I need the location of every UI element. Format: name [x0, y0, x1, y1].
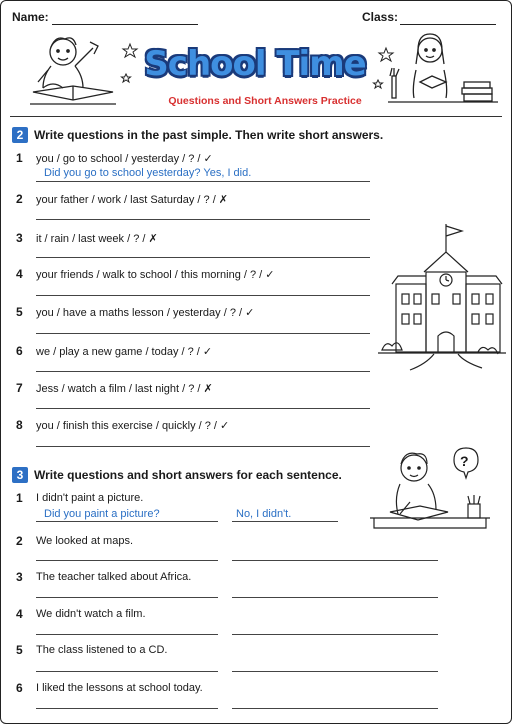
short-answer-line[interactable]	[232, 521, 338, 522]
short-answer-line[interactable]	[232, 708, 438, 709]
answer-line[interactable]	[36, 219, 370, 220]
answer-line[interactable]	[36, 295, 370, 296]
sentence-number: 3	[16, 570, 23, 584]
question-number: 3	[16, 231, 23, 245]
sentence-text: I liked the lessons at school today.	[36, 682, 203, 694]
answer-line[interactable]	[36, 257, 370, 258]
boy-at-desk-illustration	[370, 440, 500, 540]
girl-reading-illustration	[398, 30, 498, 110]
worksheet-subtitle: Questions and Short Answers Practice	[168, 95, 362, 107]
sentence-text: We didn't watch a film.	[36, 608, 146, 620]
answer-line[interactable]	[36, 371, 370, 372]
answer-line[interactable]	[36, 446, 370, 447]
question-line[interactable]	[36, 671, 218, 672]
question-prompt: you / have a maths lesson / yesterday / ? / ✓	[36, 307, 255, 319]
section-2-badge: 2	[12, 127, 28, 143]
answer-line[interactable]	[36, 333, 370, 334]
sentence-number: 4	[16, 607, 23, 621]
question-number: 2	[16, 192, 23, 206]
answer-line[interactable]	[36, 408, 370, 409]
class-label: Class:	[362, 10, 399, 24]
sentence-number: 6	[16, 681, 23, 695]
section-2-instruction: Write questions in the past simple. Then write short answers.	[34, 128, 384, 142]
question-prompt: you / finish this exercise / quickly / ? / ✓	[36, 420, 230, 432]
question-mark-bubble: ?	[460, 453, 469, 469]
section-3-instruction: Write questions and short answers for each sentence.	[34, 468, 342, 482]
short-answer[interactable]: No, I didn't.	[236, 508, 292, 520]
question-number: 7	[16, 381, 23, 395]
question-answer[interactable]: Did you paint a picture?	[44, 508, 160, 520]
question-number: 8	[16, 418, 23, 432]
question-number: 6	[16, 344, 23, 358]
section-3-badge: 3	[12, 467, 28, 483]
question-line[interactable]	[36, 560, 218, 561]
school-building-illustration	[378, 222, 508, 372]
sentence-text: We looked at maps.	[36, 535, 134, 547]
question-prompt: your friends / walk to school / this morning / ? / ✓	[36, 269, 275, 281]
sentence-text: I didn't paint a picture.	[36, 492, 144, 504]
question-prompt: Jess / watch a film / last night / ? / ✗	[36, 383, 213, 395]
boy-writing-illustration	[18, 30, 128, 110]
question-line[interactable]	[36, 521, 218, 522]
answer-text[interactable]: Did you go to school yesterday? Yes, I did.	[44, 167, 252, 179]
question-prompt: it / rain / last week / ? / ✗	[36, 233, 158, 245]
sentence-number: 2	[16, 534, 23, 548]
question-line[interactable]	[36, 597, 218, 598]
short-answer-line[interactable]	[232, 634, 438, 635]
question-prompt: you / go to school / yesterday / ? / ✓	[36, 153, 213, 165]
question-line[interactable]	[36, 634, 218, 635]
question-number: 5	[16, 305, 23, 319]
class-field[interactable]	[400, 24, 496, 25]
worksheet-title: School Time	[144, 44, 366, 84]
question-line[interactable]	[36, 708, 218, 709]
question-prompt: your father / work / last Saturday / ? / ✗	[36, 194, 229, 206]
question-number: 1	[16, 151, 23, 165]
sentence-text: The class listened to a CD.	[36, 644, 168, 656]
short-answer-line[interactable]	[232, 560, 438, 561]
sentence-number: 5	[16, 643, 23, 657]
header-divider	[10, 116, 502, 117]
sentence-number: 1	[16, 491, 23, 505]
question-prompt: we / play a new game / today / ? / ✓	[36, 346, 213, 358]
answer-line[interactable]	[36, 181, 370, 182]
question-number: 4	[16, 267, 23, 281]
short-answer-line[interactable]	[232, 671, 438, 672]
name-label: Name:	[12, 10, 49, 24]
short-answer-line[interactable]	[232, 597, 438, 598]
sentence-text: The teacher talked about Africa.	[36, 571, 192, 583]
name-field[interactable]	[52, 24, 198, 25]
